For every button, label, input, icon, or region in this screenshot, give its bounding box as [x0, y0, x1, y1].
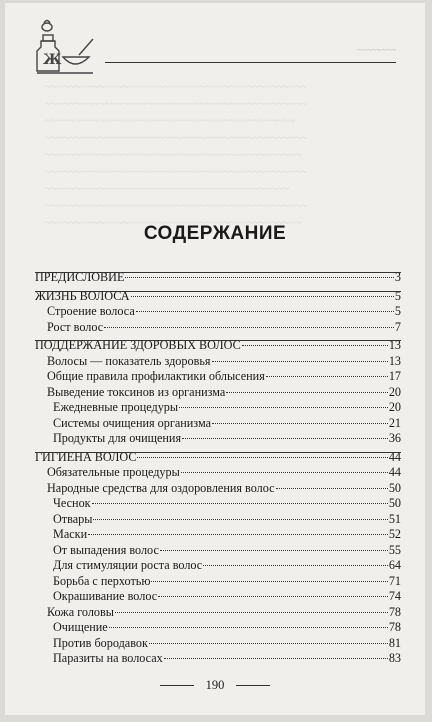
book-page [5, 3, 425, 715]
toc-entry-row [35, 416, 401, 432]
toc-entry-row [35, 589, 401, 605]
toc-dot-leader [179, 407, 388, 408]
toc-entry-row [35, 481, 401, 497]
toc-entry-label: Против бородавок [53, 635, 148, 650]
toc-dot-leader [182, 438, 388, 439]
toc-entry-row [35, 620, 401, 636]
toc-page-number: 21 [388, 415, 401, 430]
toc-dot-leader [125, 277, 393, 278]
page-footer [5, 678, 425, 693]
toc-dot-leader [109, 627, 388, 628]
toc-entry-label: Маски [53, 527, 88, 541]
toc-entry-label: ЖИЗНЬ ВОЛОСА [35, 288, 130, 303]
toc-dot-leader [160, 550, 388, 551]
toc-section-row [35, 289, 401, 305]
toc-page-number: 71 [388, 573, 401, 588]
page-title: СОДЕРЖАНИЕ [143, 223, 287, 244]
table-of-contents [35, 270, 401, 667]
toc-page-number: 20 [388, 400, 401, 414]
toc-dot-leader [149, 643, 388, 644]
toc-dot-leader [93, 519, 387, 520]
toc-section-row [35, 338, 401, 354]
footer-dash-left [160, 685, 194, 686]
toc-page-number: 20 [388, 384, 401, 399]
toc-dot-leader [158, 596, 388, 597]
toc-entry-row [35, 304, 401, 320]
apothecary-emblem-icon [33, 17, 97, 77]
toc-dot-leader [242, 345, 388, 346]
toc-dot-leader [203, 565, 388, 566]
running-head-decoration: ~~~~~~~~ [357, 45, 396, 55]
svg-text:Ж: Ж [43, 52, 62, 68]
toc-page-number: 44 [388, 465, 401, 479]
toc-dot-leader [136, 311, 394, 312]
toc-page-number: 13 [388, 353, 401, 368]
toc-page-number: 50 [388, 480, 401, 495]
toc-page-number: 3 [394, 270, 401, 284]
toc-dot-leader [92, 503, 388, 504]
toc-entry-label: От выпадения волос [53, 542, 159, 557]
toc-entry-label: Общие правила профилактики облысения [47, 369, 265, 383]
toc-entry-label: Чеснок [53, 496, 91, 510]
toc-entry-row [35, 369, 401, 385]
toc-page-number: 74 [388, 589, 401, 603]
toc-entry-label: Окрашивание волос [53, 589, 158, 603]
toc-entry-label: Строение волоса [47, 304, 135, 318]
toc-page-number: 7 [394, 319, 401, 334]
toc-entry-label: Ежедневные процедуры [53, 400, 179, 414]
toc-page-number: 17 [388, 369, 401, 383]
toc-entry-row [35, 543, 401, 559]
toc-dot-leader [88, 534, 388, 535]
toc-entry-label: Паразиты на волосах [53, 651, 163, 665]
toc-entry-label: Рост волос [47, 319, 104, 334]
toc-entry-label: Выведение токсинов из организма [47, 384, 226, 399]
toc-entry-row [35, 354, 401, 370]
toc-entry-row [35, 512, 401, 528]
toc-page-number: 13 [388, 338, 401, 352]
toc-entry-row [35, 527, 401, 543]
toc-dot-leader [266, 376, 388, 377]
toc-entry-label: Волосы — показатель здоровья [47, 353, 211, 368]
toc-entry-label: Системы очищения организма [53, 415, 211, 430]
toc-entry-label: Для стимуляции роста волос [53, 558, 203, 572]
toc-entry-label: Народные средства для оздоровления волос [47, 480, 275, 495]
toc-dot-leader [226, 392, 388, 393]
toc-page-number: 52 [388, 527, 401, 541]
toc-entry-row [35, 558, 401, 574]
toc-dot-leader [181, 472, 388, 473]
toc-entry-row [35, 651, 401, 667]
toc-entry-label: ПОДДЕРЖАНИЕ ЗДОРОВЫХ ВОЛОС [35, 338, 241, 352]
toc-dot-leader [104, 327, 394, 328]
toc-entry-label: Обязательные процедуры [47, 465, 180, 479]
toc-entry-row [35, 400, 401, 416]
toc-entry-label: ГИГИЕНА ВОЛОС [35, 449, 137, 464]
toc-section-row [35, 270, 401, 286]
toc-entry-label: Кожа головы [47, 604, 114, 619]
toc-entry-label: Очищение [53, 620, 108, 634]
toc-entry-row [35, 574, 401, 590]
toc-page-number: 36 [388, 431, 401, 445]
toc-entry-row [35, 465, 401, 481]
toc-entry-row [35, 605, 401, 621]
toc-page-number: 78 [388, 620, 401, 634]
toc-entry-row [35, 636, 401, 652]
toc-dot-leader [212, 361, 388, 362]
toc-section-row [35, 450, 401, 466]
toc-page-number: 83 [388, 651, 401, 665]
toc-page-number: 64 [388, 558, 401, 572]
toc-entry-row [35, 385, 401, 401]
toc-entry-label: ПРЕДИСЛОВИЕ [35, 270, 125, 284]
toc-dot-leader [131, 296, 394, 297]
toc-page-number: 5 [394, 288, 401, 303]
header-rule [105, 62, 396, 63]
toc-entry-label: Отвары [53, 511, 93, 526]
toc-page-number: 44 [388, 449, 401, 464]
toc-entry-row [35, 431, 401, 447]
toc-dot-leader [164, 658, 388, 659]
toc-page-number: 50 [388, 496, 401, 510]
page-number: 190 [205, 678, 225, 692]
toc-page-number: 81 [388, 635, 401, 650]
toc-entry-row [35, 320, 401, 336]
toc-dot-leader [276, 488, 388, 489]
toc-page-number: 55 [388, 542, 401, 557]
toc-dot-leader [115, 612, 388, 613]
bleed-through-texture: ~~~~~~~~~~~~~~~~~~~~~~~~~~~~~~~~~~~~~~~~~~~~ ~~~~~~~~~~~~~~~~~~~~~~~~~~~~~~~~~~~~~~~~~~~~ ~~~~~~~~~~~~~~~~~~~~~~~~~~~~~~~~~~~~~~~~~~ ~~~~~~~~~~~~~~~~~~~~~~~~~~~~~~~~~~~~~~~~~~~~ ~~~~~~~~~~~~~~~~~~~~~~~~~~~~~~~~~~~~~~~~~~~ ~~~~~~~~~~~~~~~~~~~~~~~~~~~~~~~~~~~~~~~~~~~~ ~~~~~~~~~~~~~~~~~~~~~~~~~~~~~~~~~~~~~~~~~ ~~~~~~~~~~~~~~~~~~~~~~~~~~~~~~~~~~~~~~~~~~~~ ~~~~~~~~~~~~~~~~~~~~~~~~~~~~~~~~~~~~~~~~~~~ [45, 81, 307, 229]
toc-entry-label: Продукты для очищения [53, 431, 182, 445]
footer-dash-right [236, 685, 270, 686]
toc-page-number: 5 [394, 304, 401, 318]
toc-page-number: 51 [388, 511, 401, 526]
toc-dot-leader [137, 457, 387, 458]
toc-page-number: 78 [388, 604, 401, 619]
toc-entry-row [35, 496, 401, 512]
toc-dot-leader [151, 581, 387, 582]
toc-entry-label: Борьба с перхотью [53, 573, 151, 588]
toc-dot-leader [212, 423, 388, 424]
